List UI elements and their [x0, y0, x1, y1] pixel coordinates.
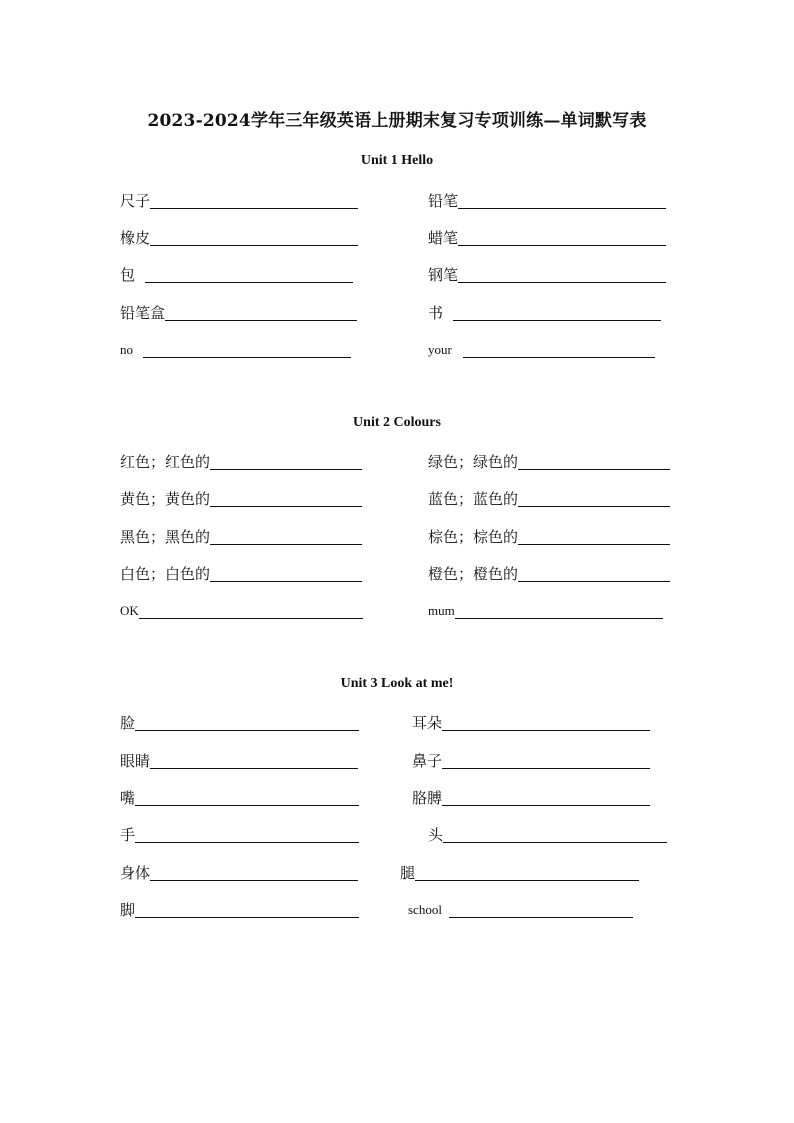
answer-blank[interactable]	[145, 282, 353, 283]
answer-blank[interactable]	[518, 469, 670, 470]
item-label: 脚	[120, 901, 136, 919]
item-label: 蜡笔	[428, 229, 459, 247]
unit-3-item-head	[428, 822, 667, 844]
unit-3-item-body	[120, 860, 358, 882]
unit-2-item-yellow	[120, 486, 362, 508]
answer-blank[interactable]	[135, 805, 359, 806]
unit-1-item-ruler	[120, 188, 358, 210]
answer-blank[interactable]	[210, 581, 362, 582]
item-label: 蓝色；蓝色的	[428, 490, 519, 508]
item-label: 橙色；橙色的	[428, 565, 519, 583]
unit-2-item-green	[428, 449, 670, 471]
unit-1-item-pencil-box	[120, 300, 357, 322]
item-label: 耳朵	[412, 714, 443, 732]
item-label: 眼睛	[120, 752, 151, 770]
item-label: 包	[120, 266, 136, 284]
unit-3-item-nose	[412, 748, 650, 770]
unit-3-item-foot	[120, 897, 359, 919]
item-label: your	[428, 342, 452, 357]
item-label: OK	[120, 603, 139, 618]
unit-1-item-eraser	[120, 225, 358, 247]
answer-blank[interactable]	[518, 581, 670, 582]
answer-blank[interactable]	[135, 917, 359, 918]
unit-2-item-mum	[428, 598, 663, 620]
unit-2-item-red	[120, 449, 362, 471]
unit-3-item-face	[120, 710, 359, 732]
answer-blank[interactable]	[150, 880, 358, 881]
unit-3-item-school	[408, 897, 633, 919]
unit-3-item-leg	[400, 860, 639, 882]
unit-3-item-ear	[412, 710, 650, 732]
answer-blank[interactable]	[442, 805, 650, 806]
item-label: 黑色；黑色的	[120, 528, 211, 546]
item-label: 腿	[400, 864, 416, 882]
worksheet-title: 2023-2024学年三年级英语上册期末复习专项训练—单词默写表	[147, 111, 647, 131]
unit-1-item-bag	[120, 262, 353, 284]
item-label: 绿色；绿色的	[428, 453, 519, 471]
unit-3-item-arm	[412, 785, 650, 807]
answer-blank[interactable]	[458, 282, 666, 283]
item-label: 身体	[120, 864, 151, 882]
item-label: 手	[120, 826, 136, 844]
answer-blank[interactable]	[518, 544, 670, 545]
unit-1-item-your	[428, 337, 655, 359]
item-label: 鼻子	[412, 752, 443, 770]
answer-blank[interactable]	[442, 768, 650, 769]
item-label: mum	[428, 603, 455, 618]
item-label: 橡皮	[120, 229, 151, 247]
unit-2-item-blue	[428, 486, 670, 508]
unit-1-item-pencil	[428, 188, 666, 210]
answer-blank[interactable]	[135, 842, 359, 843]
item-label: 铅笔	[428, 192, 459, 210]
answer-blank[interactable]	[150, 245, 358, 246]
unit-2-heading: Unit 2 Colours	[353, 415, 441, 430]
item-label: no	[120, 342, 133, 357]
unit-1-item-book	[428, 300, 661, 322]
item-label: 脸	[120, 714, 136, 732]
unit-3-item-mouth	[120, 785, 359, 807]
item-label: 白色；白色的	[120, 565, 211, 583]
item-label: 书	[428, 304, 444, 322]
item-label: 黄色；黄色的	[120, 490, 211, 508]
item-label: 棕色；棕色的	[428, 528, 519, 546]
unit-3-item-eye	[120, 748, 358, 770]
answer-blank[interactable]	[442, 730, 650, 731]
item-label: 尺子	[120, 192, 151, 210]
unit-2-item-brown	[428, 524, 670, 546]
answer-blank[interactable]	[139, 618, 363, 619]
answer-blank[interactable]	[415, 880, 639, 881]
answer-blank[interactable]	[458, 245, 666, 246]
item-label: 钢笔	[428, 266, 459, 284]
answer-blank[interactable]	[443, 842, 667, 843]
unit-1-item-no	[120, 337, 351, 359]
item-label: 头	[428, 826, 444, 844]
answer-blank[interactable]	[453, 320, 661, 321]
answer-blank[interactable]	[150, 208, 358, 209]
unit-3-heading: Unit 3 Look at me!	[340, 676, 454, 691]
answer-blank[interactable]	[458, 208, 666, 209]
answer-blank[interactable]	[150, 768, 358, 769]
item-label: 铅笔盒	[120, 304, 166, 322]
item-label: 嘴	[120, 789, 136, 807]
unit-3-item-hand	[120, 822, 359, 844]
item-label: 胳膊	[412, 789, 443, 807]
unit-1-item-crayon	[428, 225, 666, 247]
answer-blank[interactable]	[143, 357, 351, 358]
answer-blank[interactable]	[449, 917, 633, 918]
unit-2-item-white	[120, 561, 362, 583]
answer-blank[interactable]	[518, 506, 670, 507]
answer-blank[interactable]	[210, 469, 362, 470]
unit-2-item-black	[120, 524, 362, 546]
answer-blank[interactable]	[210, 544, 362, 545]
answer-blank[interactable]	[210, 506, 362, 507]
answer-blank[interactable]	[455, 618, 663, 619]
unit-1-item-pen	[428, 262, 666, 284]
unit-1-heading: Unit 1 Hello	[360, 153, 434, 168]
item-label: 红色；红色的	[120, 453, 211, 471]
unit-2-item-orange	[428, 561, 670, 583]
item-label: school	[408, 902, 442, 917]
answer-blank[interactable]	[165, 320, 357, 321]
answer-blank[interactable]	[463, 357, 655, 358]
unit-2-item-ok	[120, 598, 363, 620]
answer-blank[interactable]	[135, 730, 359, 731]
